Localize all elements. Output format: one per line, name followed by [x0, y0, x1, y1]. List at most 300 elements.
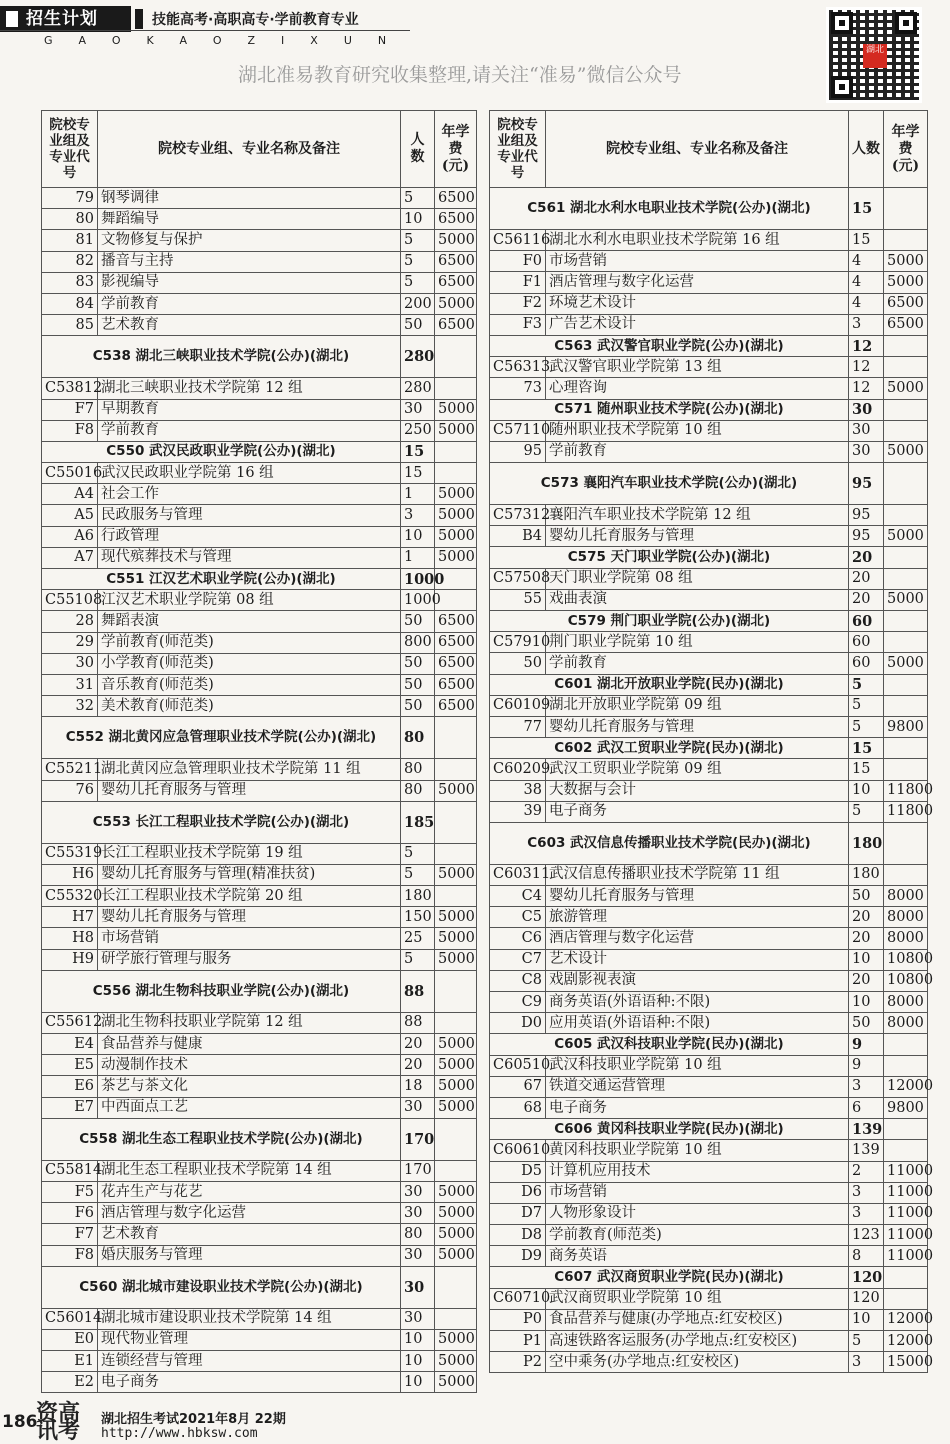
major-code: A5 — [42, 505, 98, 526]
major-row — [490, 1309, 928, 1330]
annual-fee: 5000 — [435, 780, 477, 801]
plan-count: 10 — [401, 209, 435, 230]
major-row — [490, 653, 928, 674]
major-row — [490, 1246, 928, 1267]
annual-fee: 5000 — [435, 949, 477, 970]
college-fee — [884, 1034, 928, 1055]
major-row — [490, 780, 928, 801]
annual-fee: 12000 — [884, 1309, 928, 1330]
major-code: 67 — [490, 1076, 546, 1097]
annual-fee: 5000 — [435, 1181, 477, 1202]
qr-code — [826, 7, 922, 103]
major-row — [490, 272, 928, 293]
group-row — [42, 1012, 477, 1033]
major-name: 食品营养与健康(办学地点:红安校区) — [546, 1309, 849, 1330]
major-name: 戏剧影视表演 — [546, 970, 849, 991]
college-count: 15 — [849, 188, 884, 230]
annual-fee: 8000 — [884, 928, 928, 949]
annual-fee: 5000 — [435, 526, 477, 547]
college-name: C560 湖北城市建设职业技术学院(公办)(湖北) — [42, 1266, 401, 1308]
major-row — [42, 399, 477, 420]
plan-count: 80 — [401, 780, 435, 801]
major-name: 商务英语(外语语种:不限) — [546, 992, 849, 1013]
annual-fee: 9800 — [884, 716, 928, 737]
group-row — [42, 1308, 477, 1329]
college-fee — [435, 717, 477, 759]
page-number: 186 — [2, 1412, 38, 1432]
major-name: 现代殡葬技术与管理 — [98, 547, 401, 568]
major-code: C9 — [490, 992, 546, 1013]
annual-fee: 5000 — [435, 293, 477, 314]
major-row — [490, 970, 928, 991]
group-row — [490, 230, 928, 251]
college-row — [490, 822, 928, 864]
group-name: 湖北开放职业学院第 09 组 — [546, 695, 849, 716]
college-row — [42, 717, 477, 759]
major-name: 广告艺术设计 — [546, 314, 849, 335]
group-name: 天门职业学院第 08 组 — [546, 568, 849, 589]
annual-fee: 5000 — [435, 1203, 477, 1224]
college-count: 12 — [849, 335, 884, 356]
college-fee — [884, 1119, 928, 1140]
section-tab — [0, 6, 131, 32]
group-row — [490, 632, 928, 653]
plan-count: 10 — [401, 1372, 435, 1393]
group-name: 武汉信息传播职业技术学院第 11 组 — [546, 864, 849, 885]
plan-count: 4 — [849, 293, 884, 314]
major-row — [42, 611, 477, 632]
major-name: 艺术设计 — [546, 949, 849, 970]
major-name: 舞蹈表演 — [98, 611, 401, 632]
annual-fee — [884, 420, 928, 441]
group-name: 随州职业技术学院第 10 组 — [546, 420, 849, 441]
college-name: C606 黄冈科技职业学院(民办)(湖北) — [490, 1119, 849, 1140]
major-name: 婴幼儿托育服务与管理(精准扶贫) — [98, 864, 401, 885]
major-name: 铁道交通运营管理 — [546, 1076, 849, 1097]
college-name: C550 武汉民政职业学院(公办)(湖北) — [42, 441, 401, 462]
college-fee — [884, 399, 928, 420]
plan-count: 280 — [401, 378, 435, 399]
college-count: 139 — [849, 1119, 884, 1140]
plan-count: 20 — [849, 589, 884, 610]
college-count: 120 — [849, 1267, 884, 1288]
plan-count: 80 — [401, 1224, 435, 1245]
major-row — [490, 716, 928, 737]
group-row — [490, 759, 928, 780]
major-name: 花卉生产与花艺 — [98, 1181, 401, 1202]
major-name: 学前教育 — [98, 420, 401, 441]
college-name: C602 武汉工贸职业学院(民办)(湖北) — [490, 738, 849, 759]
major-name: 婴幼儿托育服务与管理 — [546, 526, 849, 547]
major-name: 酒店管理与数字化运营 — [98, 1203, 401, 1224]
major-row — [42, 653, 477, 674]
major-name: 播音与主持 — [98, 251, 401, 272]
annual-fee: 5000 — [884, 441, 928, 462]
major-row — [42, 1055, 477, 1076]
group-row — [490, 695, 928, 716]
group-code: C56014 — [42, 1308, 98, 1329]
major-name: 民政服务与管理 — [98, 505, 401, 526]
major-code: 76 — [42, 780, 98, 801]
major-name: 美术教育(师范类) — [98, 696, 401, 717]
major-name: 茶艺与茶文化 — [98, 1076, 401, 1097]
major-name: 人物形象设计 — [546, 1203, 849, 1224]
group-code: C60510 — [490, 1055, 546, 1076]
annual-fee: 11800 — [884, 801, 928, 822]
group-row — [490, 1140, 928, 1161]
major-name: 学前教育(师范类) — [546, 1225, 849, 1246]
major-row — [42, 1245, 477, 1266]
plan-count: 15 — [401, 463, 435, 484]
college-name: C553 长江工程职业技术学院(公办)(湖北) — [42, 801, 401, 843]
major-name: 市场营销 — [546, 1182, 849, 1203]
major-row — [42, 632, 477, 653]
annual-fee: 5000 — [435, 547, 477, 568]
annual-fee: 5000 — [435, 484, 477, 505]
major-code: 31 — [42, 674, 98, 695]
college-fee — [884, 738, 928, 759]
header-fee: 年学费(元) — [884, 111, 928, 188]
group-name: 武汉警官职业学院第 13 组 — [546, 357, 849, 378]
group-code: C60610 — [490, 1140, 546, 1161]
annual-fee: 5000 — [435, 1329, 477, 1350]
major-name: 音乐教育(师范类) — [98, 674, 401, 695]
major-code: F8 — [42, 1245, 98, 1266]
college-row — [490, 1267, 928, 1288]
annual-fee — [435, 463, 477, 484]
plan-count: 88 — [401, 1012, 435, 1033]
group-code: C53812 — [42, 378, 98, 399]
annual-fee: 5000 — [435, 1034, 477, 1055]
magazine-issue: 湖北招生考试2021年8月 22期 — [101, 1412, 286, 1427]
major-code: 68 — [490, 1097, 546, 1118]
major-code: P1 — [490, 1331, 546, 1352]
major-code: F8 — [42, 420, 98, 441]
major-name: 研学旅行管理与服务 — [98, 949, 401, 970]
plan-count: 50 — [849, 1013, 884, 1034]
plan-count: 5 — [401, 272, 435, 293]
header-pinyin: GAOKAOZIXUN — [44, 34, 413, 47]
group-row — [42, 378, 477, 399]
annual-fee: 9800 — [884, 1097, 928, 1118]
major-name: 环境艺术设计 — [546, 293, 849, 314]
major-code: C8 — [490, 970, 546, 991]
annual-fee: 6500 — [435, 315, 477, 336]
annual-fee: 5000 — [435, 864, 477, 885]
major-row — [42, 1203, 477, 1224]
major-row — [42, 420, 477, 441]
plan-count: 20 — [849, 928, 884, 949]
annual-fee: 12000 — [884, 1076, 928, 1097]
college-row — [490, 399, 928, 420]
major-name: 大数据与会计 — [546, 780, 849, 801]
annual-fee: 5000 — [884, 272, 928, 293]
group-row — [490, 864, 928, 885]
college-name: C556 湖北生物科技职业学院(公办)(湖北) — [42, 970, 401, 1012]
college-count: 170 — [401, 1118, 435, 1160]
major-code: H6 — [42, 864, 98, 885]
plan-count: 5 — [849, 801, 884, 822]
plan-count: 800 — [401, 632, 435, 653]
qr-finder — [831, 12, 853, 34]
college-count: 80 — [401, 717, 435, 759]
header-bar-mark — [135, 9, 143, 29]
group-code: C55612 — [42, 1012, 98, 1033]
major-code: F6 — [42, 1203, 98, 1224]
major-row — [42, 928, 477, 949]
college-row — [490, 547, 928, 568]
major-row — [42, 674, 477, 695]
plan-count: 5 — [401, 230, 435, 251]
major-name: 市场营销 — [98, 928, 401, 949]
major-row — [42, 1329, 477, 1350]
annual-fee — [884, 357, 928, 378]
major-row — [490, 589, 928, 610]
group-code: C57910 — [490, 632, 546, 653]
college-row — [490, 674, 928, 695]
annual-fee: 6500 — [435, 653, 477, 674]
section-tab-marker — [6, 11, 18, 27]
college-fee — [884, 547, 928, 568]
annual-fee: 6500 — [435, 272, 477, 293]
major-code: A4 — [42, 484, 98, 505]
annual-fee: 5000 — [435, 907, 477, 928]
college-fee — [884, 822, 928, 864]
college-fee — [435, 801, 477, 843]
annual-fee: 5000 — [884, 251, 928, 272]
annual-fee — [435, 886, 477, 907]
major-code: E5 — [42, 1055, 98, 1076]
group-name: 荆门职业学院第 10 组 — [546, 632, 849, 653]
college-fee — [884, 463, 928, 505]
major-code: D5 — [490, 1161, 546, 1182]
major-code: D8 — [490, 1225, 546, 1246]
major-row — [490, 1161, 928, 1182]
major-row — [42, 864, 477, 885]
annual-fee: 5000 — [884, 653, 928, 674]
plan-count: 10 — [849, 992, 884, 1013]
major-row — [490, 378, 928, 399]
group-name: 湖北生物科技职业学院第 12 组 — [98, 1012, 401, 1033]
plan-count: 30 — [849, 441, 884, 462]
college-fee — [884, 674, 928, 695]
annual-fee — [435, 1012, 477, 1033]
college-fee — [435, 441, 477, 462]
major-row — [42, 1351, 477, 1372]
major-name: 连锁经营与管理 — [98, 1351, 401, 1372]
college-count: 20 — [849, 547, 884, 568]
annual-fee: 8000 — [884, 1013, 928, 1034]
major-code: C4 — [490, 886, 546, 907]
major-row — [42, 188, 477, 209]
major-code: 84 — [42, 293, 98, 314]
major-row — [490, 949, 928, 970]
plan-count: 250 — [401, 420, 435, 441]
group-name: 武汉科技职业学院第 10 组 — [546, 1055, 849, 1076]
header-name: 院校专业组、专业名称及备注 — [98, 111, 401, 188]
major-name: 电子商务 — [546, 1097, 849, 1118]
major-name: 婴幼儿托育服务与管理 — [98, 780, 401, 801]
annual-fee: 5000 — [435, 420, 477, 441]
major-code: F7 — [42, 1224, 98, 1245]
annual-fee: 10800 — [884, 970, 928, 991]
plan-count: 8 — [849, 1246, 884, 1267]
plan-count: 60 — [849, 632, 884, 653]
plan-count: 2 — [849, 1161, 884, 1182]
plan-count: 30 — [401, 1308, 435, 1329]
annual-fee: 5000 — [435, 399, 477, 420]
annual-fee: 5000 — [435, 1097, 477, 1118]
major-row — [42, 1076, 477, 1097]
major-name: 动漫制作技术 — [98, 1055, 401, 1076]
major-row — [42, 696, 477, 717]
plan-count: 95 — [849, 526, 884, 547]
group-code: C57508 — [490, 568, 546, 589]
major-name: 市场营销 — [546, 251, 849, 272]
group-name: 湖北城市建设职业技术学院第 14 组 — [98, 1308, 401, 1329]
college-count: 185 — [401, 801, 435, 843]
major-name: 学前教育 — [546, 653, 849, 674]
major-code: 39 — [490, 801, 546, 822]
qr-finder — [895, 12, 917, 34]
plan-count: 120 — [849, 1288, 884, 1309]
major-row — [490, 1182, 928, 1203]
college-row — [42, 336, 477, 378]
group-code: C55108 — [42, 590, 98, 611]
group-code: C55319 — [42, 843, 98, 864]
magazine-logo: 资高讯考 — [36, 1400, 81, 1444]
college-count: 60 — [849, 611, 884, 632]
major-name: 社会工作 — [98, 484, 401, 505]
group-name: 湖北三峡职业技术学院第 12 组 — [98, 378, 401, 399]
annual-fee: 11000 — [884, 1246, 928, 1267]
major-row — [42, 1224, 477, 1245]
college-row — [490, 188, 928, 230]
major-name: 商务英语 — [546, 1246, 849, 1267]
major-row — [490, 293, 928, 314]
college-row — [490, 738, 928, 759]
major-name: 旅游管理 — [546, 907, 849, 928]
major-code: 28 — [42, 611, 98, 632]
annual-fee: 5000 — [435, 1372, 477, 1393]
group-row — [490, 1055, 928, 1076]
annual-fee — [884, 1288, 928, 1309]
college-fee — [884, 188, 928, 230]
annual-fee: 10800 — [884, 949, 928, 970]
plan-count: 50 — [401, 315, 435, 336]
group-name: 黄冈科技职业学院第 10 组 — [546, 1140, 849, 1161]
group-row — [42, 759, 477, 780]
college-row — [42, 801, 477, 843]
group-code: C55814 — [42, 1160, 98, 1181]
annual-fee: 11800 — [884, 780, 928, 801]
college-fee — [435, 1118, 477, 1160]
college-name: C552 湖北黄冈应急管理职业技术学院(公办)(湖北) — [42, 717, 401, 759]
plan-count: 30 — [401, 1181, 435, 1202]
annual-fee: 12000 — [884, 1331, 928, 1352]
major-code: D6 — [490, 1182, 546, 1203]
major-row — [490, 526, 928, 547]
college-count: 15 — [849, 738, 884, 759]
major-row — [42, 547, 477, 568]
plan-count: 3 — [401, 505, 435, 526]
plan-count: 10 — [849, 1309, 884, 1330]
major-code: H7 — [42, 907, 98, 928]
annual-fee — [884, 1140, 928, 1161]
major-name: 婴幼儿托育服务与管理 — [546, 716, 849, 737]
group-row — [42, 843, 477, 864]
major-name: 学前教育 — [546, 441, 849, 462]
major-code: 81 — [42, 230, 98, 251]
plan-count: 139 — [849, 1140, 884, 1161]
group-code: C60209 — [490, 759, 546, 780]
major-code: 77 — [490, 716, 546, 737]
plan-count: 60 — [849, 653, 884, 674]
major-code: 79 — [42, 188, 98, 209]
major-row — [42, 1097, 477, 1118]
annual-fee: 8000 — [884, 907, 928, 928]
annual-fee: 11000 — [884, 1203, 928, 1224]
major-row — [42, 1181, 477, 1202]
major-row — [42, 526, 477, 547]
plan-count: 20 — [849, 568, 884, 589]
annual-fee: 15000 — [884, 1352, 928, 1373]
plan-count: 6 — [849, 1097, 884, 1118]
group-name: 长江工程职业技术学院第 19 组 — [98, 843, 401, 864]
major-row — [42, 209, 477, 230]
major-name: 婴幼儿托育服务与管理 — [546, 886, 849, 907]
major-name: 食品营养与健康 — [98, 1034, 401, 1055]
plan-count: 10 — [401, 526, 435, 547]
group-name: 湖北生态工程职业技术学院第 14 组 — [98, 1160, 401, 1181]
group-code: C60311 — [490, 864, 546, 885]
group-row — [42, 886, 477, 907]
plan-count: 180 — [401, 886, 435, 907]
major-name: 艺术教育 — [98, 315, 401, 336]
annual-fee — [435, 759, 477, 780]
major-code: A7 — [42, 547, 98, 568]
annual-fee — [884, 568, 928, 589]
major-name: 心理咨询 — [546, 378, 849, 399]
college-count: 15 — [401, 441, 435, 462]
annual-fee: 6500 — [435, 632, 477, 653]
major-code: F2 — [490, 293, 546, 314]
plan-count: 180 — [849, 864, 884, 885]
major-code: P0 — [490, 1309, 546, 1330]
major-code: 30 — [42, 653, 98, 674]
major-row — [490, 441, 928, 462]
header-code: 院校专业组及专业代号 — [490, 111, 546, 188]
major-name: 空中乘务(办学地点:红安校区) — [546, 1352, 849, 1373]
major-row — [490, 1331, 928, 1352]
major-code: 83 — [42, 272, 98, 293]
major-name: 行政管理 — [98, 526, 401, 547]
college-count: 180 — [849, 822, 884, 864]
college-row — [490, 1034, 928, 1055]
plan-count: 10 — [401, 1351, 435, 1372]
college-count: 5 — [849, 674, 884, 695]
plan-count: 170 — [401, 1160, 435, 1181]
major-name: 婴幼儿托育服务与管理 — [98, 907, 401, 928]
major-name: 婚庆服务与管理 — [98, 1245, 401, 1266]
annual-fee — [435, 843, 477, 864]
annual-fee: 6500 — [435, 674, 477, 695]
major-code: E7 — [42, 1097, 98, 1118]
major-name: 酒店管理与数字化运营 — [546, 928, 849, 949]
major-row — [42, 230, 477, 251]
major-code: C5 — [490, 907, 546, 928]
plan-count: 50 — [401, 674, 435, 695]
